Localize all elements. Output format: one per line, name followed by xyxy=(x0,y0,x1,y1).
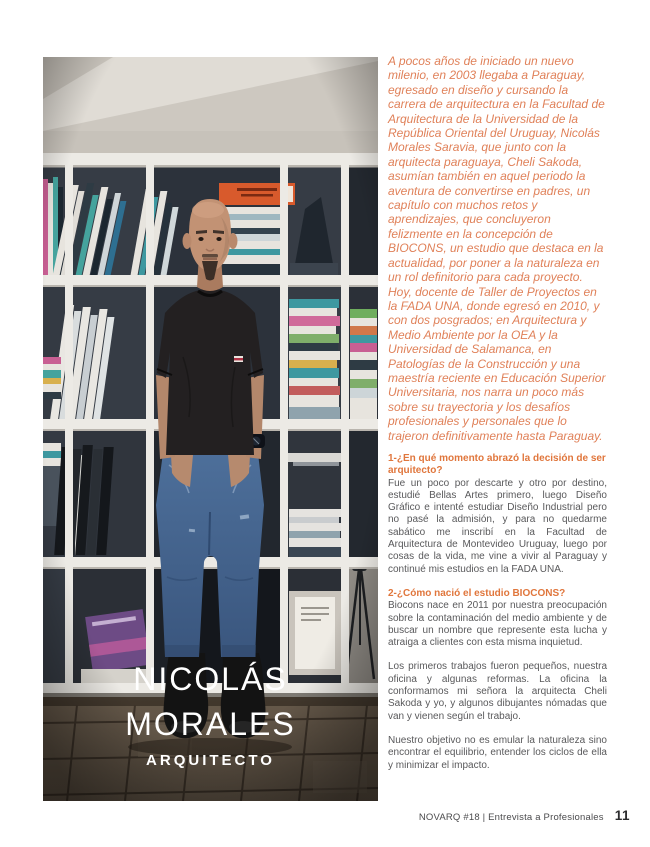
page-number: 11 xyxy=(614,808,630,823)
subject-name-overlay xyxy=(43,657,378,770)
answer-1: Fue un poco por descarte y otro por destino, estudié Bellas Artes primero, luego Diseño Gráfico e intenté estudiar Diseño Industrial pero no pasé la admisión, y para no quedarme sabático me inscribí en la Facultad de Arquitectura de Montevideo Uruguay, luego por cosas de la vida, me vine a vivir al Paraguay y continué mis estudios en la FADA UNA. xyxy=(388,477,607,575)
subject-last-name: MORALES xyxy=(125,706,296,742)
footer-label: NOVARQ #18 | Entrevista a Profesionales xyxy=(418,812,604,823)
subject-first-name: NICOLÁS xyxy=(133,661,288,697)
subject-role: ARQUITECTO xyxy=(146,752,275,769)
portrait-photo xyxy=(43,57,378,801)
question-2: 2-¿Cómo nació el estudio BIOCONS? xyxy=(388,587,566,599)
answer-2-paragraph-1: Biocons nace en 2011 por nuestra preocupación sobre la contaminación del medio ambiente y de buscar un nombre que represente esta lucha y atraiga a clientes con esta misma inquietud. xyxy=(388,600,607,649)
page-footer xyxy=(419,808,630,823)
article-column xyxy=(388,54,607,784)
answer-2-paragraph-2: Los primeros trabajos fueron pequeños, nuestra oficina y algunas reformas. La oficina la conformamos mi señora la arquitecta Cheli Sakoda y yo, y algunos dibujantes nómadas que van y vienen según el trabajo. xyxy=(388,661,607,722)
question-1: 1-¿En qué momento abrazó la decisión de ser arquitecto? xyxy=(388,452,606,477)
answer-2-paragraph-3: Nuestro objetivo no es emular la naturaleza sino encontrar el equilibrio, entender los ciclos de ella y minimizar el impacto. xyxy=(388,734,607,771)
article-intro: A pocos años de iniciado un nuevo milenio, en 2003 llegaba a Paraguay, egresado en diseño y cursando la carrera de arquitectura en la Facultad de Arquitectura de la Universidad de la República Oriental del Uruguay, Nicolás Morales Saravia, que junto con la arquitecta paraguaya, Cheli Sakoda, asumían también en aquel periodo la aventura de convertirse en padres, un capítulo con muchos retos y aprendizajes, que concluyeron felizmente en la concepción de BIOCONS, un estudio que destaca en la actualidad, por poner a la naturaleza en un rol definitorio para cada proyecto. Hoy, docente de Taller de Proyectos en la FADA UNA, donde egresó en 2010, y con dos posgrados; en Arquitectura y Medio Ambiente por la OEA y la Universidad de Salamanca, en Patologías de la Construcción y una maestría reciente en Educación Superior Universitaria, nos narra un poco más sobre su trayectoria y los desafíos profesionales y personales que lo trajeron definitivamente hasta Paraguay. xyxy=(388,54,606,443)
